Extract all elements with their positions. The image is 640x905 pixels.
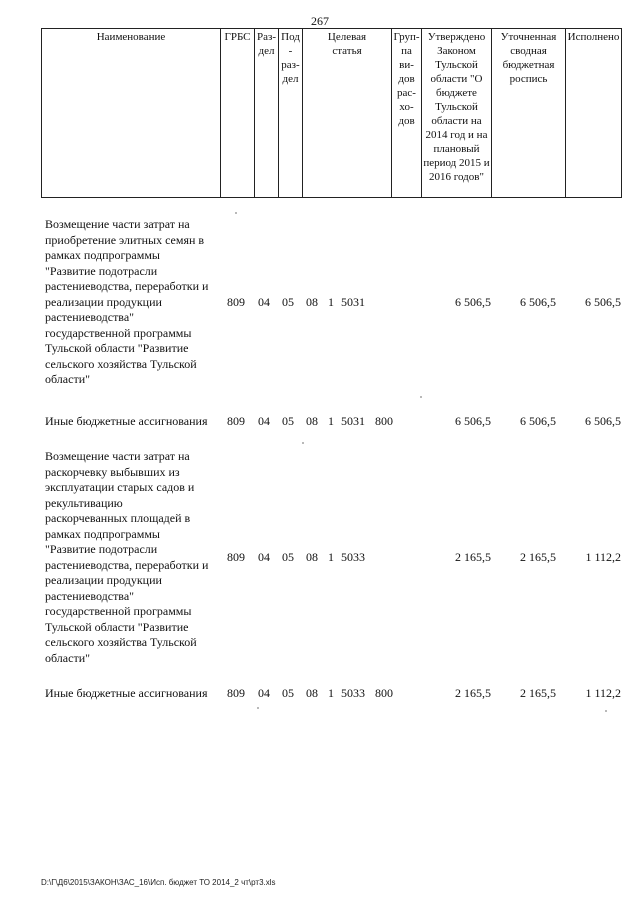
row-expense-group: 800 <box>375 686 393 700</box>
row-executed: 1 112,2 <box>585 550 621 564</box>
row-target-program: 08 <box>306 550 318 564</box>
row-podrazdel: 05 <box>282 550 294 564</box>
column-header-refined: Уточненная сводная бюджетная роспись <box>492 29 566 198</box>
column-header-expense-group: Груп- па ви- дов рас- хо- дов <box>392 29 422 198</box>
column-header-podrazdel: Под- раз- дел <box>279 29 303 198</box>
row-target-code: 5031 <box>341 295 365 309</box>
row-approved: 6 506,5 <box>455 414 491 428</box>
table-header <box>41 28 622 198</box>
column-header-grbs: ГРБС <box>221 29 255 198</box>
column-header-approved: Утверждено Законом Тульской области "О бюджете Тульской области на 2014 год и на плановый период 2015 и 2016 годов" <box>422 29 492 198</box>
scan-speck <box>257 707 259 709</box>
row-refined: 2 165,5 <box>520 550 556 564</box>
row-target-subprogram: 1 <box>328 550 334 564</box>
table-row <box>41 449 631 671</box>
row-approved: 2 165,5 <box>455 550 491 564</box>
row-approved: 2 165,5 <box>455 686 491 700</box>
column-header-executed: Исполнено <box>566 29 622 198</box>
table-row <box>41 414 631 432</box>
row-target-program: 08 <box>306 295 318 309</box>
row-grbs: 809 <box>227 295 245 309</box>
row-refined: 6 506,5 <box>520 295 556 309</box>
row-name: Иные бюджетные ассигнования <box>45 686 208 700</box>
scan-speck <box>302 442 304 444</box>
row-target-subprogram: 1 <box>328 414 334 428</box>
row-target-code: 5033 <box>341 686 365 700</box>
scan-speck <box>605 710 607 712</box>
row-grbs: 809 <box>227 550 245 564</box>
row-target-subprogram: 1 <box>328 295 334 309</box>
row-refined: 6 506,5 <box>520 414 556 428</box>
row-podrazdel: 05 <box>282 414 294 428</box>
row-grbs: 809 <box>227 686 245 700</box>
column-header-target-article: Целевая статья <box>303 29 392 198</box>
row-target-program: 08 <box>306 686 318 700</box>
row-razdel: 04 <box>258 295 270 309</box>
table-row <box>41 217 631 393</box>
scan-speck <box>235 212 237 214</box>
page-number: 267 <box>311 14 329 28</box>
row-razdel: 04 <box>258 686 270 700</box>
row-grbs: 809 <box>227 414 245 428</box>
row-name: Возмещение части затрат на приобретение элитных семян в рамках подпрограммы "Развитие подотрасли растениеводства, переработки и реализации продукции растениеводства" государственной программы Тульской области "Развитие сельского хозяйства Тульской области" <box>45 217 209 386</box>
row-podrazdel: 05 <box>282 686 294 700</box>
row-expense-group: 800 <box>375 414 393 428</box>
row-target-program: 08 <box>306 414 318 428</box>
row-refined: 2 165,5 <box>520 686 556 700</box>
table-row <box>41 686 631 704</box>
row-razdel: 04 <box>258 550 270 564</box>
column-header-razdel: Раз- дел <box>255 29 279 198</box>
row-approved: 6 506,5 <box>455 295 491 309</box>
scan-speck <box>420 396 422 398</box>
row-executed: 1 112,2 <box>585 686 621 700</box>
row-target-code: 5033 <box>341 550 365 564</box>
column-header-name: Наименование <box>42 29 221 198</box>
row-target-code: 5031 <box>341 414 365 428</box>
row-podrazdel: 05 <box>282 295 294 309</box>
row-razdel: 04 <box>258 414 270 428</box>
row-target-subprogram: 1 <box>328 686 334 700</box>
row-executed: 6 506,5 <box>585 414 621 428</box>
row-name: Возмещение части затрат на раскорчевку выбывших из эксплуатации старых садов и рекультивацию раскорчеванных площадей в рамках подпрограммы "Развитие подотрасли растениеводства, переработки и реализации продукции растениеводства" государственной программы Тульской области "Развитие сельского хозяйства Тульской области" <box>45 449 209 665</box>
file-path-footer: D:\Г\Д6\2015\ЗАКОН\ЗАС_16\Исп. бюджет ТО 2014_2 чт\рт3.xls <box>41 878 276 887</box>
row-executed: 6 506,5 <box>585 295 621 309</box>
row-name: Иные бюджетные ассигнования <box>45 414 208 428</box>
